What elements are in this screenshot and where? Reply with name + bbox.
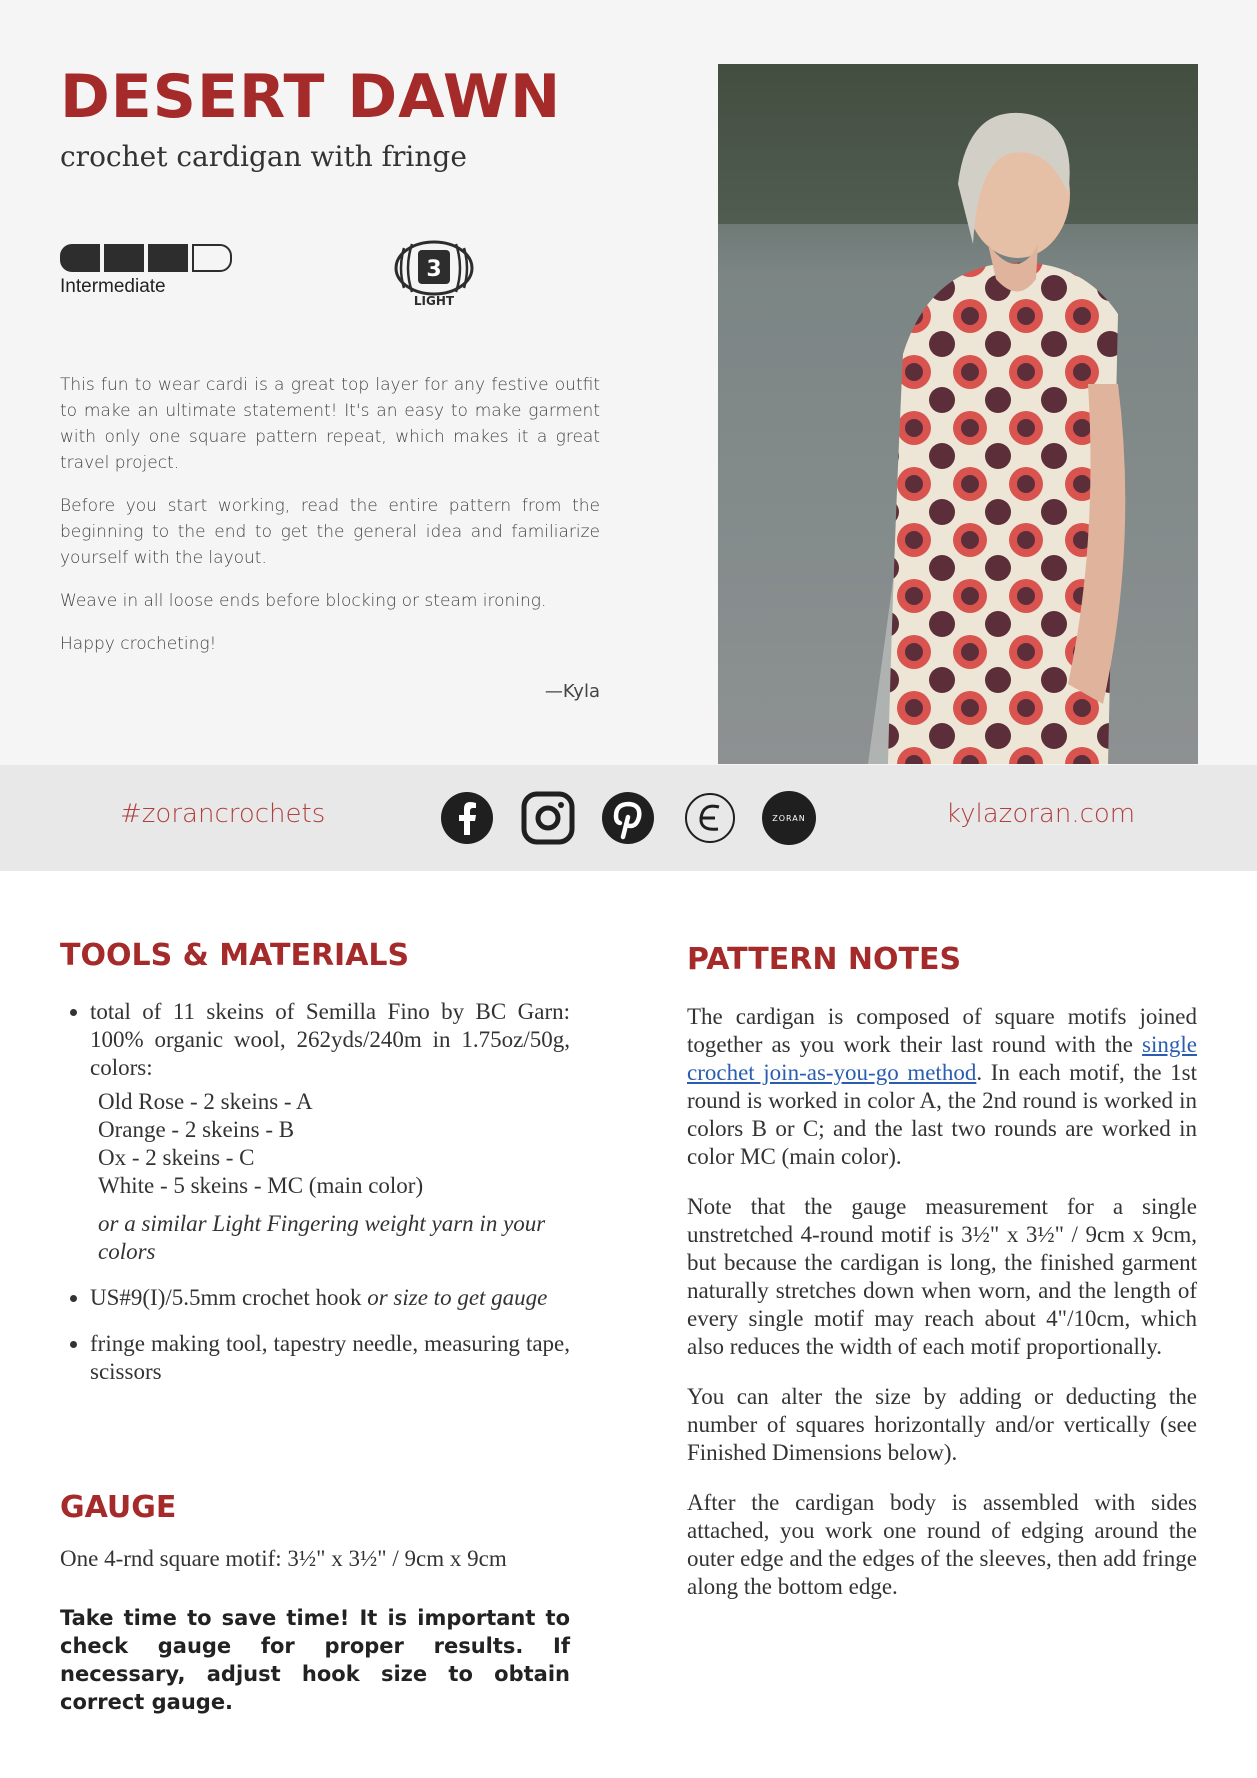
other-tools: fringe making tool, tapestry needle, measuring tape, scissors xyxy=(90,1331,570,1384)
color-list xyxy=(98,1088,570,1200)
pattern-subtitle: crochet cardigan with fringe xyxy=(60,140,467,173)
skill-segment xyxy=(104,244,144,272)
intro-paragraph: This fun to wear cardi is a great top layer for any festive outfit to make an ultimate statement! It's an easy to make garment with only one square pattern repeat, which makes it a great travel project. xyxy=(60,375,600,473)
yarn-alternative: or a similar Light Fingering weight yarn in your colors xyxy=(98,1211,546,1264)
skill-segment-empty xyxy=(192,244,232,272)
notes-paragraph: Note that the gauge measurement for a single unstretched 4-round motif is 3½" x 3½" / 9cm x 9cm, but because the cardigan is long, the finished garment naturally stretches down when worn, and the length of every single motif may reach about 4"/10cm, which also reduces the width of each motif proportionally. xyxy=(687,1194,1197,1359)
skill-level-label: Intermediate xyxy=(60,276,166,297)
list-item xyxy=(90,998,570,1266)
yarn-weight-label: LIGHT xyxy=(413,294,455,308)
intro-paragraph: Happy crocheting! xyxy=(60,634,217,654)
yarn-weight-number: 3 xyxy=(426,257,442,282)
notes-paragraph xyxy=(687,1003,1197,1171)
signature: —Kyla xyxy=(544,681,600,702)
notes-text: The cardigan is composed of square motifs joined together as you work their last round with the xyxy=(687,1004,1197,1057)
etsy-icon[interactable] xyxy=(683,791,737,845)
list-item xyxy=(90,1330,570,1386)
gauge-warning: Take time to save time! It is important to check gauge for proper results. If necessary, adjust hook size to obtain correct gauge. xyxy=(60,1606,570,1714)
pattern-notes-heading: PATTERN NOTES xyxy=(687,942,962,977)
hashtag-link[interactable]: #zorancrochets xyxy=(120,799,326,829)
tools-materials-list xyxy=(60,998,570,1404)
skill-level-indicator xyxy=(60,244,232,298)
model-photo xyxy=(718,64,1198,764)
social-band xyxy=(0,765,1257,871)
yarn-description: total of 11 skeins of Semilla Fino by BC Garn: 100% organic wool, 262yds/240m in 1.75oz/50g, colors: xyxy=(90,999,570,1080)
hook-note: or size to get gauge xyxy=(367,1285,548,1310)
gauge-heading: GAUGE xyxy=(60,1490,177,1525)
skill-level-bar xyxy=(60,244,232,272)
tools-heading: TOOLS & MATERIALS xyxy=(60,938,410,973)
yarn-weight-icon xyxy=(392,234,476,310)
notes-paragraph: After the cardigan body is assembled with sides attached, you work one round of edging around the outer edge and the edges of the sleeves, then add fringe along the bottom edge. xyxy=(687,1490,1197,1599)
color-item: Orange - 2 skeins - B xyxy=(98,1117,295,1142)
skill-segment xyxy=(148,244,188,272)
intro-paragraph: Weave in all loose ends before blocking or steam ironing. xyxy=(60,591,547,611)
gauge-text: One 4-rnd square motif: 3½" x 3½" / 9cm x 9cm xyxy=(60,1546,507,1571)
notes-text: . In each motif, the 1st round is worked in color A, the 2nd round is worked in colors B or C; and the last two rounds are worked in color MC (main color). xyxy=(687,1060,1197,1169)
pinterest-icon[interactable] xyxy=(601,791,655,845)
intro-paragraph: Before you start working, read the entire pattern from the beginning to the end to get the general idea and familiarize yourself with the layout. xyxy=(60,496,600,568)
list-item xyxy=(90,1284,570,1312)
notes-paragraph: You can alter the size by adding or deducting the number of squares horizontally and/or vertically (see Finished Dimensions below). xyxy=(687,1384,1197,1465)
pattern-notes xyxy=(687,1003,1197,1623)
header-section xyxy=(0,0,1257,765)
hook-size: US#9(I)/5.5mm crochet hook xyxy=(90,1285,368,1310)
intro-text xyxy=(60,372,600,674)
facebook-icon[interactable] xyxy=(440,791,494,845)
website-link[interactable]: kylazoran.com xyxy=(946,799,1136,829)
skill-segment xyxy=(60,244,100,272)
zoran-logo-icon[interactable] xyxy=(762,791,816,845)
pattern-title: DESERT DAWN xyxy=(60,62,562,132)
zoran-logo-label: ZORAN xyxy=(772,814,806,823)
color-item: Ox - 2 skeins - C xyxy=(98,1145,255,1170)
color-item: White - 5 skeins - MC (main color) xyxy=(98,1173,424,1198)
join-as-you-go-link[interactable]: single crochet join-as-you-go method xyxy=(687,1032,1197,1085)
color-item: Old Rose - 2 skeins - A xyxy=(98,1089,313,1114)
instagram-icon[interactable] xyxy=(521,791,575,845)
